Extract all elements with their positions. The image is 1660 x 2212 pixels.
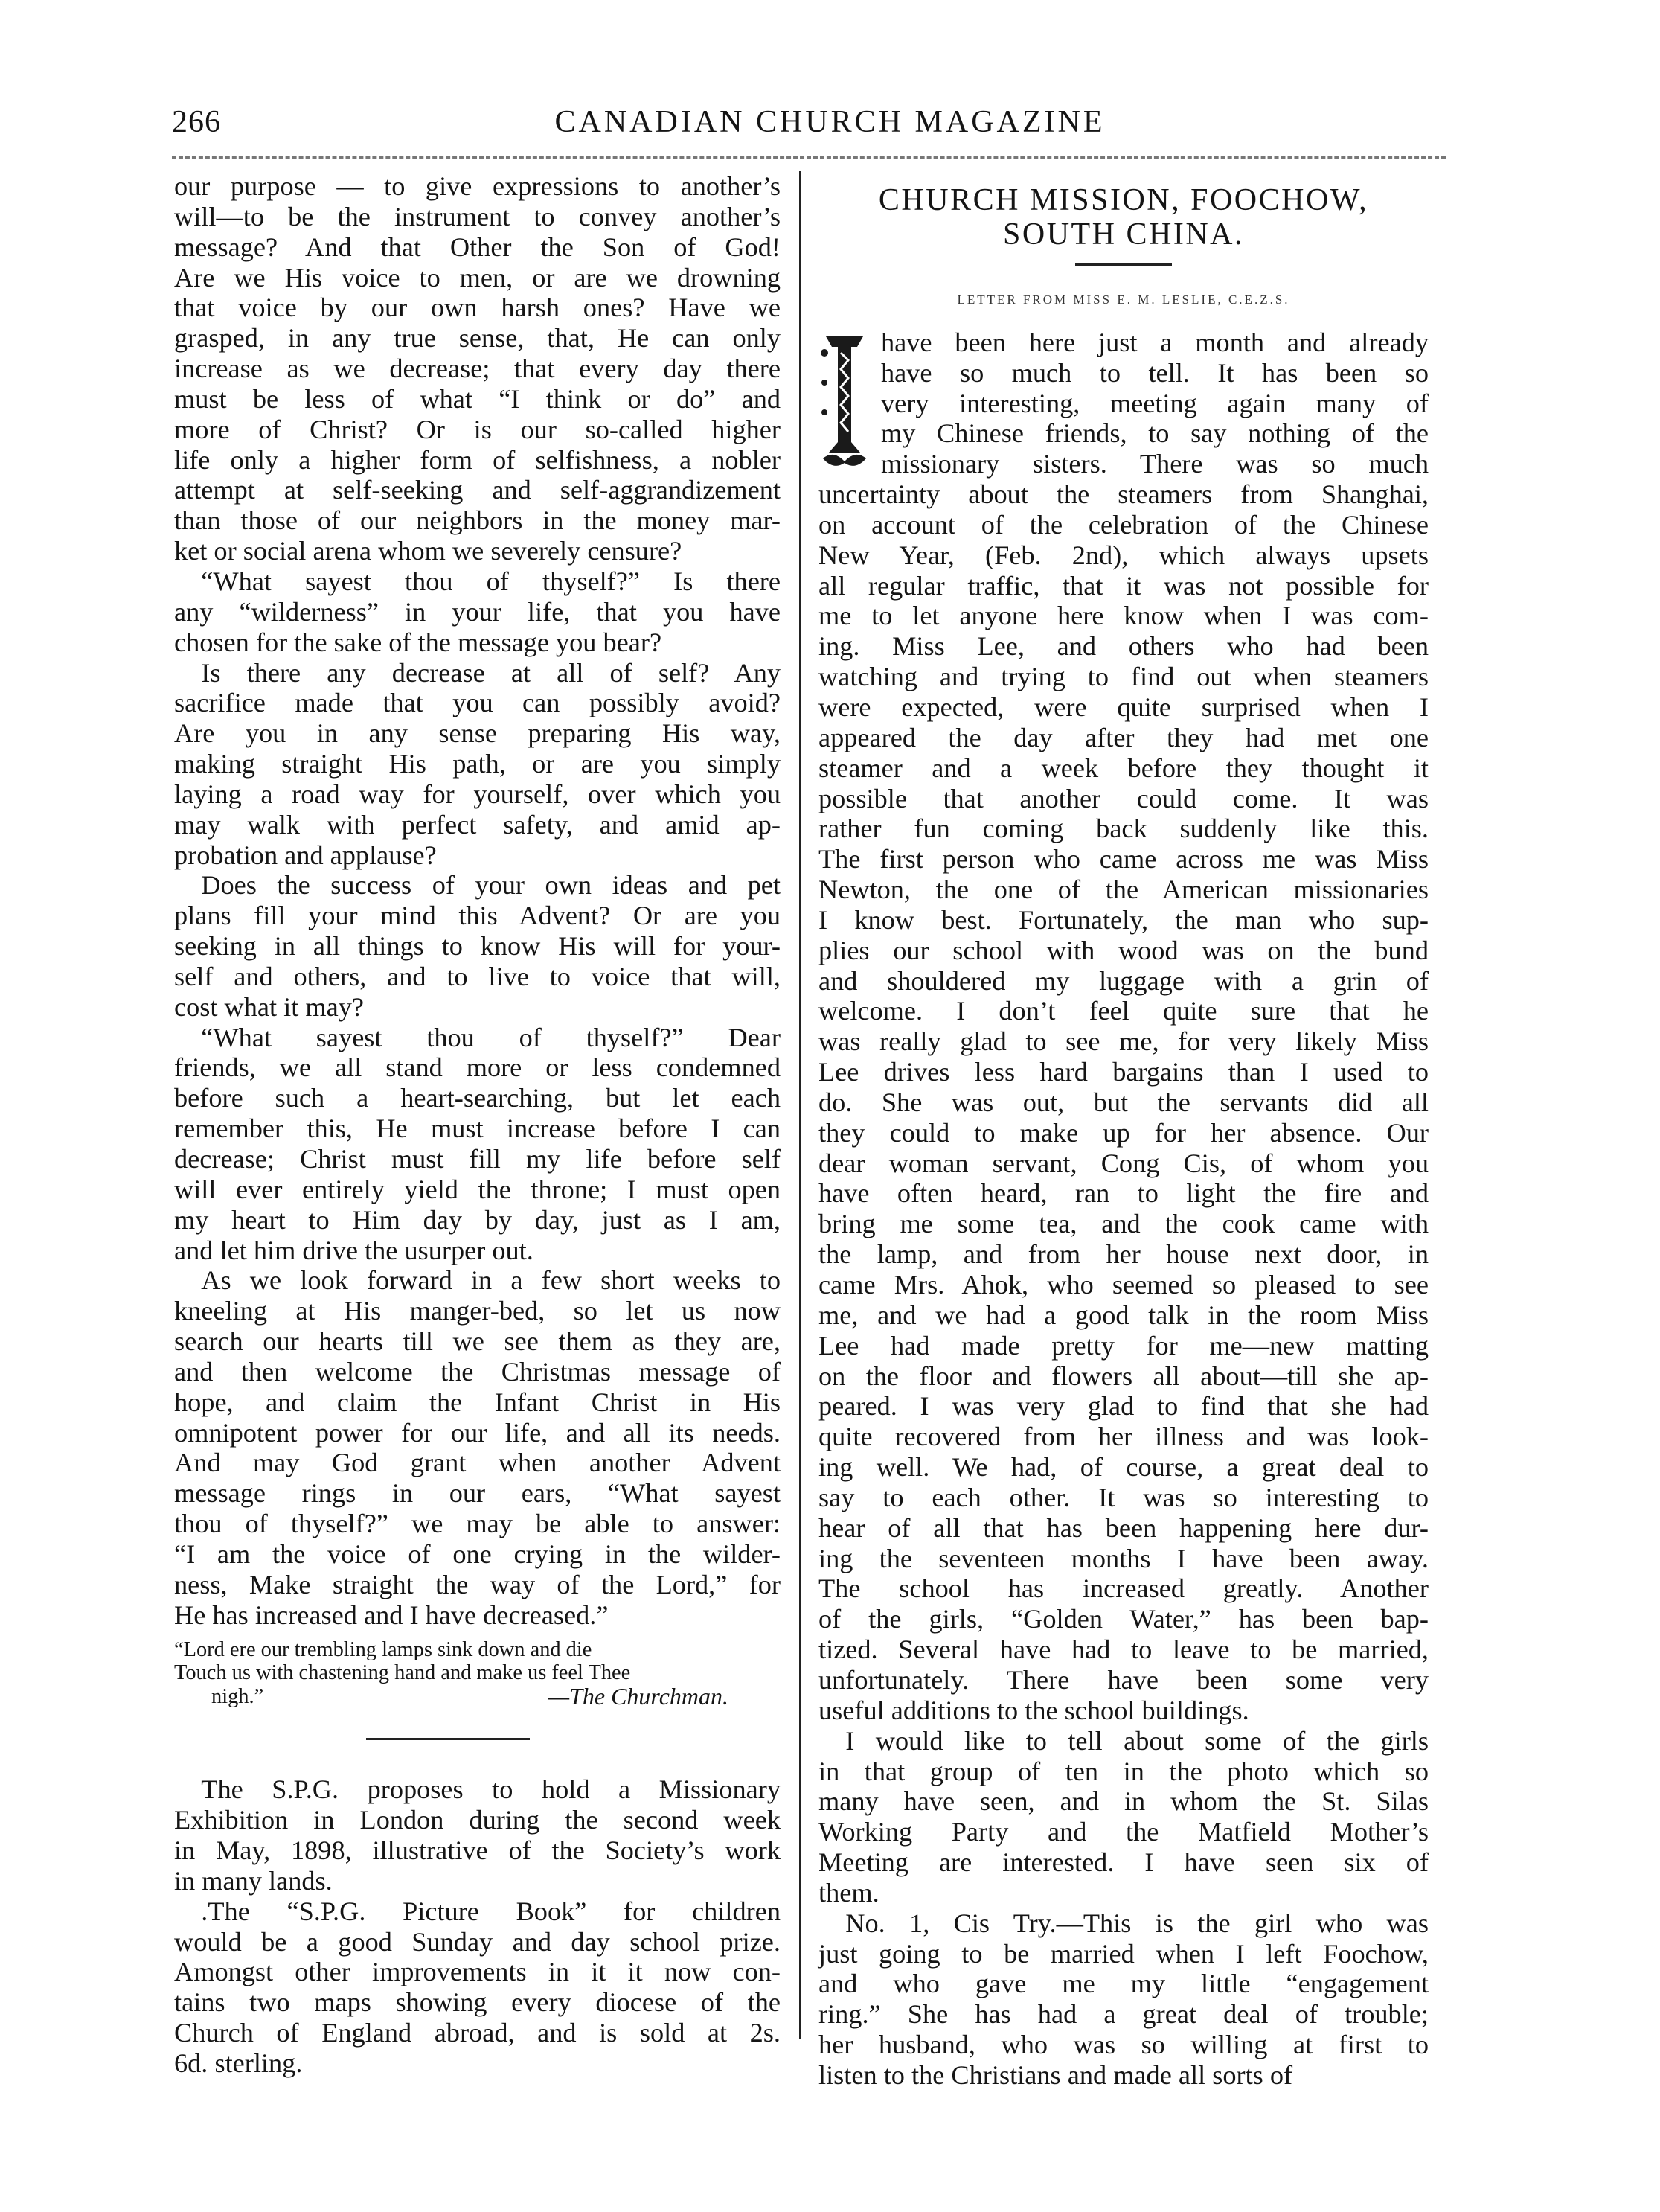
- text-line: that voice by our own harsh ones? Have we: [174, 293, 781, 323]
- text-line: appeared the day after they had met one: [818, 722, 1429, 752]
- text-line: probation and applause?: [174, 840, 437, 870]
- ornamental-dropcap: [818, 330, 871, 472]
- text-line: search our hearts till we see them as they are,: [174, 1326, 781, 1357]
- article-byline: LETTER FROM MISS E. M. LESLIE, C.E.Z.S.: [957, 293, 1290, 307]
- article-title-line: SOUTH CHINA.: [1003, 217, 1244, 252]
- text-line: Is there any decrease at all of self? Any: [201, 657, 781, 688]
- text-line: welcome. I don’t feel quite sure that he: [818, 996, 1429, 1026]
- text-line: seeking in all things to know His will for your-: [174, 931, 781, 962]
- text-line: kneeling at His manger-bed, so let us now: [174, 1296, 781, 1326]
- spg-notices: [174, 1774, 781, 2078]
- text-line: Are you in any sense preparing His way,: [174, 718, 781, 749]
- text-line: ing. Miss Lee, and others who had been: [818, 631, 1429, 662]
- text-line: me, and we had a good talk in the room Miss: [818, 1300, 1429, 1330]
- paragraph: [174, 870, 781, 1022]
- text-line: they could to make up for her absence. Our: [818, 1117, 1429, 1148]
- text-line: and who gave me my little “engagement: [818, 1969, 1429, 1999]
- text-line: all regular traffic, that it was not possible for: [818, 570, 1429, 601]
- text-line: my heart to Him day by day, just as I am,: [174, 1204, 781, 1235]
- text-line: And may God grant when another Advent: [174, 1448, 781, 1478]
- paragraph: [174, 1774, 781, 1896]
- text-line: As we look forward in a few short weeks to: [201, 1265, 781, 1296]
- paragraph: [174, 1265, 781, 1630]
- text-line: possible that another could come. It was: [818, 783, 1429, 813]
- text-line: tized. Several have had to leave to be married,: [818, 1634, 1429, 1665]
- text-line: them.: [818, 1877, 879, 1908]
- letter-body: [818, 479, 1429, 2091]
- text-line: plies our school with wood was on the bund: [818, 935, 1429, 965]
- text-line: missionary sisters. There was so much: [881, 449, 1429, 479]
- text-line: New Year, (Feb. 2nd), which always upsets: [818, 540, 1429, 570]
- text-line: Are we His voice to men, or are we drowning: [174, 262, 781, 293]
- text-line: 6d. sterling.: [174, 2048, 303, 2078]
- article-title: [818, 183, 1429, 252]
- poem-credit: —The Churchman.: [548, 1682, 728, 1710]
- opening-lines: [818, 327, 1429, 479]
- text-line: were expected, were quite surprised when I: [818, 691, 1429, 722]
- poem-line: nigh.”: [211, 1684, 264, 1708]
- paragraph: [818, 1726, 1429, 1908]
- text-line: sacrifice made that you can possibly avoid?: [174, 688, 781, 718]
- text-line: me to let anyone here know when I was com-: [818, 601, 1429, 631]
- text-line: .The “S.P.G. Picture Book” for children: [201, 1896, 781, 1926]
- text-line: ring.” She has had a great deal of trouble;: [818, 1999, 1429, 2030]
- text-line: in that group of ten in the photo which so: [818, 1756, 1429, 1786]
- paragraph: [818, 479, 1429, 1726]
- text-line: ness, Make straight the way of the Lord,” for: [174, 1569, 781, 1599]
- text-line: and shouldered my luggage with a grin of: [818, 965, 1429, 996]
- poem-line: “Lord ere our trembling lamps sink down and die: [174, 1637, 592, 1661]
- text-line: her husband, who was so willing at first to: [818, 2030, 1429, 2060]
- text-line: may walk with perfect safety, and amid ap-: [174, 809, 781, 840]
- text-line: steamer and a week before they thought it: [818, 752, 1429, 783]
- opening-paragraph: [818, 327, 1429, 479]
- text-line: dear woman servant, Cong Cis, of whom you: [818, 1148, 1429, 1178]
- text-line: attempt at self-seeking and self-aggrandizement: [174, 475, 781, 505]
- text-line: do. She was out, but the servants did all: [818, 1087, 1429, 1117]
- text-line: and let him drive the usurper out.: [174, 1235, 533, 1265]
- text-line: ing the seventeen months I have been away.: [818, 1543, 1429, 1573]
- text-line: will ever entirely yield the throne; I must open: [174, 1174, 781, 1204]
- text-line: must be less of what “I think or do” and: [174, 383, 781, 414]
- text-line: came Mrs. Ahok, who seemed so pleased to see: [818, 1270, 1429, 1300]
- text-line: friends, we all stand more or less condemned: [174, 1052, 781, 1083]
- text-line: rather fun coming back suddenly like this.: [818, 813, 1429, 844]
- section-rule: [366, 1738, 530, 1740]
- text-line: bring me some tea, and the cook came with: [818, 1209, 1429, 1239]
- text-line: was really glad to see me, for very likely Miss: [818, 1026, 1429, 1057]
- text-line: message rings in our ears, “What sayest: [174, 1478, 781, 1509]
- text-line: have been here just a month and already: [881, 327, 1429, 357]
- text-line: Lee had made pretty for me—new matting: [818, 1330, 1429, 1361]
- text-line: remember this, He must increase before I can: [174, 1113, 781, 1144]
- title-rule: [1075, 263, 1172, 266]
- text-line: thou of thyself?” we may be able to answer:: [174, 1509, 781, 1539]
- text-line: quite recovered from her illness and was look-: [818, 1422, 1429, 1452]
- text-line: message? And that Other the Son of God!: [174, 231, 781, 262]
- text-line: omnipotent power for our life, and all its needs.: [174, 1417, 781, 1448]
- text-line: in many lands.: [174, 1865, 333, 1896]
- text-line: life only a higher form of selfishness, a nobler: [174, 444, 781, 475]
- left-column: [174, 171, 781, 2079]
- text-line: peared. I was very glad to find that she had: [818, 1391, 1429, 1422]
- text-line: tains two maps showing every diocese of the: [174, 1987, 781, 2018]
- text-line: than those of our neighbors in the money mar-: [174, 505, 781, 536]
- text-line: our purpose — to give expressions to another’s: [174, 171, 781, 201]
- text-line: making straight His path, or are you simply: [174, 749, 781, 779]
- text-line: on the floor and flowers all about—till she ap-: [818, 1361, 1429, 1391]
- closing-poem: [174, 1638, 781, 1709]
- text-line: will—to be the instrument to convey another’s: [174, 201, 781, 231]
- text-line: any “wilderness” in your life, that you have: [174, 596, 781, 627]
- paragraph: [174, 566, 781, 658]
- poem-line: Touch us with chastening hand and make us feel Thee: [174, 1661, 631, 1685]
- text-line: He has increased and I have decreased.”: [174, 1599, 609, 1630]
- text-line: The school has increased greatly. Another: [818, 1573, 1429, 1604]
- column-divider: [799, 171, 801, 2039]
- running-head: CANADIAN CHURCH MAGAZINE: [554, 105, 1106, 139]
- text-line: more of Christ? Or is our so-called higher: [174, 414, 781, 444]
- text-line: The first person who came across me was Miss: [818, 844, 1429, 875]
- text-line: I would like to tell about some of the girls: [845, 1725, 1429, 1756]
- article-title-line: CHURCH MISSION, FOOCHOW,: [878, 183, 1369, 217]
- text-line: decrease; Christ must fill my life before self: [174, 1144, 781, 1174]
- paragraph: [818, 1908, 1429, 2091]
- text-line: Newton, the one of the American missionaries: [818, 875, 1429, 905]
- poem-last-line: [174, 1682, 781, 1710]
- text-line: Amongst other improvements in it it now con-: [174, 1957, 781, 1987]
- paragraph: [174, 1896, 781, 2079]
- text-line: useful additions to the school buildings.: [818, 1695, 1249, 1725]
- text-line: Exhibition in London during the second week: [174, 1805, 781, 1835]
- text-line: before such a heart-searching, but let each: [174, 1083, 781, 1113]
- text-line: Church of England abroad, and is sold at 2s.: [174, 2018, 781, 2048]
- text-line: listen to the Christians and made all sorts of: [818, 2059, 1293, 2090]
- text-line: on account of the celebration of the Chinese: [818, 509, 1429, 540]
- text-line: Meeting are interested. I have seen six of: [818, 1847, 1429, 1878]
- text-line: have often heard, ran to light the fire and: [818, 1178, 1429, 1209]
- text-line: laying a road way for yourself, over which you: [174, 779, 781, 809]
- text-line: “What sayest thou of thyself?” Dear: [201, 1022, 781, 1052]
- text-line: unfortunately. There have been some very: [818, 1664, 1429, 1695]
- text-line: self and others, and to live to voice that will,: [174, 961, 781, 991]
- paragraph: [174, 658, 781, 871]
- text-line: hear of all that has been happening here dur-: [818, 1512, 1429, 1543]
- text-line: ket or social arena whom we severely censure?: [174, 536, 682, 566]
- text-line: The S.P.G. proposes to hold a Missionary: [201, 1774, 781, 1805]
- text-line: the lamp, and from her house next door, in: [818, 1239, 1429, 1270]
- header-rule: [172, 156, 1446, 159]
- text-line: “I am the voice of one crying in the wilder-: [174, 1538, 781, 1569]
- text-line: my Chinese friends, to say nothing of the: [881, 418, 1429, 449]
- text-line: many have seen, and in whom the St. Silas: [818, 1786, 1429, 1817]
- text-line: of the girls, “Golden Water,” has been bap-: [818, 1604, 1429, 1634]
- text-line: in May, 1898, illustrative of the Society’s work: [174, 1835, 781, 1865]
- text-line: chosen for the sake of the message you bear?: [174, 627, 662, 657]
- text-line: No. 1, Cis Try.—This is the girl who was: [845, 1908, 1429, 1938]
- right-column: [818, 171, 1429, 2091]
- text-line: Does the success of your own ideas and pet: [201, 870, 781, 901]
- paragraph: [174, 1023, 781, 1266]
- advent-article-body: [174, 171, 781, 1631]
- text-line: say to each other. It was so interesting to: [818, 1482, 1429, 1512]
- text-line: I know best. Fortunately, the man who sup-: [818, 904, 1429, 935]
- paragraph: [174, 171, 781, 566]
- text-line: uncertainty about the steamers from Shanghai,: [818, 479, 1429, 510]
- page-number: 266: [172, 105, 221, 139]
- text-line: Lee drives less hard bargains than I used to: [818, 1057, 1429, 1087]
- text-line: ing well. We had, of course, a great deal to: [818, 1452, 1429, 1483]
- text-line: would be a good Sunday and day school prize.: [174, 1926, 781, 1957]
- text-line: Working Party and the Matfield Mother’s: [818, 1817, 1429, 1847]
- text-line: have so much to tell. It has been so: [881, 357, 1429, 388]
- text-line: plans fill your mind this Advent? Or are you: [174, 901, 781, 931]
- text-line: hope, and claim the Infant Christ in His: [174, 1387, 781, 1417]
- text-line: just going to be married when I left Foochow,: [818, 1938, 1429, 1969]
- text-line: and then welcome the Christmas message of: [174, 1356, 781, 1387]
- text-line: “What sayest thou of thyself?” Is there: [201, 566, 781, 596]
- text-line: watching and trying to find out when steamers: [818, 662, 1429, 692]
- text-line: grasped, in any true sense, that, He can only: [174, 323, 781, 354]
- text-line: cost what it may?: [174, 991, 365, 1022]
- text-line: very interesting, meeting again many of: [881, 388, 1429, 418]
- text-line: increase as we decrease; that every day there: [174, 354, 781, 384]
